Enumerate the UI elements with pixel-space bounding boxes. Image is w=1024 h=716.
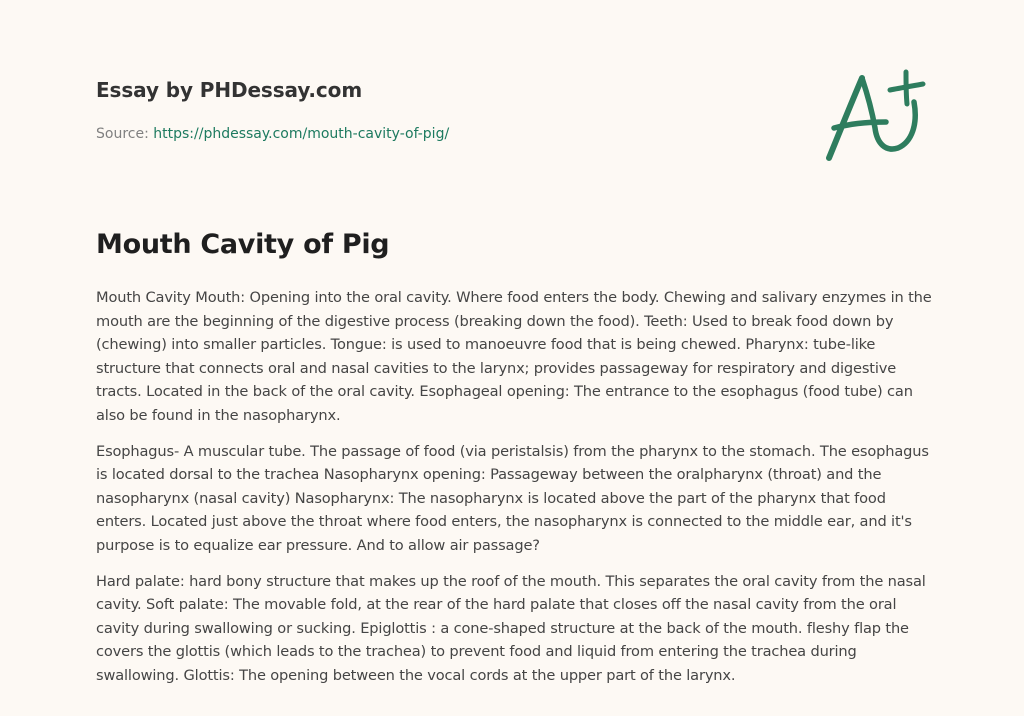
site-title: Essay by PHDessay.com — [96, 78, 363, 102]
page-header — [96, 76, 449, 144]
source-label: Source: — [96, 126, 149, 142]
article-title: Mouth Cavity of Pig — [96, 229, 390, 260]
article-paragraph: Esophagus- A muscular tube. The passage of food (via peristalsis) from the pharynx to the stomach. The esophagus is located dorsal to the trachea Nasopharynx opening: Passageway between the oralpharynx (throat) and the nasopharynx (nasal cavity) Nasopharynx: The nasopharynx is located above the part of the pharynx that food enters. Located just above the throat where food enters, the nasopharynx is connected to the middle ear, and it's purpose is to equalize ear pressure. And to allow air passage? — [96, 442, 929, 554]
article-paragraph: Mouth Cavity Mouth: Opening into the oral cavity. Where food enters the body. Chewing and salivary enzymes in the mouth are the beginning of the digestive process (breaking down the food). Teeth: Used to break food down by (chewing) into smaller particles. Tongue: is used to manoeuvre food that is being chewed. Pharynx: tube-like structure that connects oral and nasal cavities to the larynx; provides passageway for respiratory and digestive tracts. Located in the back of the oral cavity. Esophageal opening: The entrance to the esophagus (food tube) can also be found in the nasopharynx. — [96, 289, 932, 424]
article-paragraph: Hard palate: hard bony structure that makes up the roof of the mouth. This separates the oral cavity from the nasal cavity. Soft palate: The movable fold, at the rear of the hard palate that closes off the nasal cavity from the oral cavity during swallowing or sucking. Epiglottis : a cone-shaped structure at the back of the mouth. fleshy flap the covers the glottis (which leads to the trachea) to prevent food and liquid from entering the trachea during swallowing. Glottis: The opening between the vocal cords at the upper part of the larynx. — [96, 572, 926, 684]
source-line — [96, 124, 449, 144]
source-link[interactable]: https://phdessay.com/mouth-cavity-of-pig/ — [153, 126, 450, 142]
a-plus-grade-icon — [820, 66, 930, 166]
article-body — [96, 286, 932, 700]
